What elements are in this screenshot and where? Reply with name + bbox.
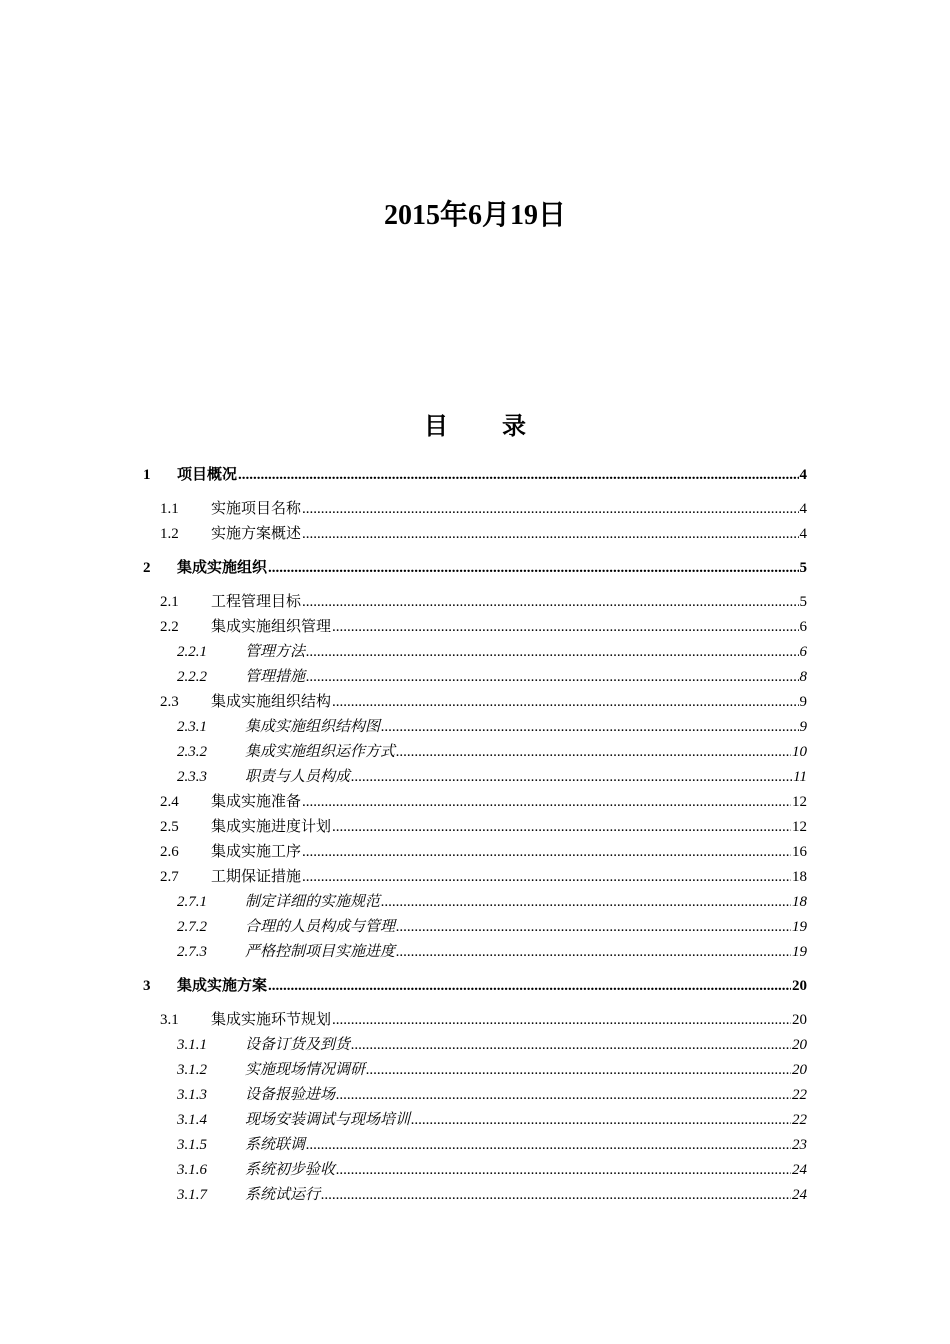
toc-entry-2-6[interactable]: [143, 838, 807, 863]
toc-entry-number: 2.7.2: [177, 919, 207, 935]
toc-entry-number: 1.1: [160, 501, 179, 517]
toc-entry-number: 2: [143, 560, 151, 576]
toc-entry-label: 集成实施环节规划: [211, 1012, 332, 1028]
toc-entry-page-number: 6: [799, 644, 807, 660]
toc-entry-number: 3.1.5: [177, 1137, 207, 1153]
toc-leader-dots: [302, 866, 791, 888]
toc-entry-page-number: 9: [799, 719, 807, 735]
toc-leader-dots: [268, 975, 791, 997]
toc-entry-2-7-3[interactable]: [143, 938, 807, 963]
toc-leader-dots: [381, 891, 791, 913]
toc-entry-label: 现场安装调试与现场培训: [245, 1112, 411, 1128]
toc-entry-2[interactable]: [143, 554, 807, 579]
toc-entry-number: 2.5: [160, 819, 179, 835]
toc-entry-2-5[interactable]: [143, 813, 807, 838]
toc-entry-number: 2.3.3: [177, 769, 207, 785]
toc-entry-page-number: 4: [799, 526, 807, 542]
toc-entry-number: 3.1.6: [177, 1162, 207, 1178]
toc-leader-dots: [366, 1059, 791, 1081]
toc-entry-label: 管理方法: [245, 644, 306, 660]
toc-entry-page-number: 19: [792, 944, 807, 960]
toc-entry-label: 实施方案概述: [211, 526, 302, 542]
toc-entry-label: 集成实施组织: [177, 560, 268, 576]
toc-entry-number: 3.1.2: [177, 1062, 207, 1078]
toc-leader-dots: [351, 1034, 791, 1056]
toc-entry-2-2-2[interactable]: [143, 663, 807, 688]
toc-leader-dots: [302, 791, 791, 813]
toc-leader-dots: [332, 691, 798, 713]
toc-entry-label: 集成实施准备: [211, 794, 302, 810]
toc-entry-2-3[interactable]: [143, 688, 807, 713]
toc-leader-dots: [302, 591, 798, 613]
toc-entry-label: 集成实施方案: [177, 978, 268, 994]
toc-leader-dots: [332, 1009, 791, 1031]
toc-entry-number: 2.6: [160, 844, 179, 860]
toc-title: 目 录: [424, 414, 550, 440]
toc-entry-number: 2.2.1: [177, 644, 207, 660]
toc-entry-page-number: 12: [792, 819, 807, 835]
toc-entry-page-number: 8: [799, 669, 807, 685]
toc-leader-dots: [351, 766, 792, 788]
toc-leader-dots: [306, 1134, 791, 1156]
toc-leader-dots: [321, 1184, 791, 1206]
toc-entry-2-3-1[interactable]: [143, 713, 807, 738]
toc-entry-label: 设备订货及到货: [245, 1037, 351, 1053]
toc-leader-dots: [238, 464, 798, 486]
toc-entry-page-number: 22: [792, 1112, 807, 1128]
toc-entry-label: 职责与人员构成: [245, 769, 351, 785]
toc-entry-2-2-1[interactable]: [143, 638, 807, 663]
toc-entry-page-number: 18: [792, 869, 807, 885]
toc-entry-page-number: 5: [799, 594, 807, 610]
toc-entry-page-number: 5: [799, 560, 807, 576]
toc-entry-label: 集成实施组织结构图: [245, 719, 381, 735]
toc-leader-dots: [336, 1159, 791, 1181]
toc-entry-1[interactable]: [143, 461, 807, 486]
toc-entry-3-1-2[interactable]: [143, 1056, 807, 1081]
toc-leader-dots: [302, 841, 791, 863]
toc-entry-page-number: 11: [793, 769, 807, 785]
toc-entry-number: 2.4: [160, 794, 179, 810]
toc-entry-page-number: 16: [792, 844, 807, 860]
toc-entry-number: 3.1.3: [177, 1087, 207, 1103]
toc-entry-label: 集成实施进度计划: [211, 819, 332, 835]
toc-entry-2-7[interactable]: [143, 863, 807, 888]
toc-entry-number: 2.1: [160, 594, 179, 610]
toc-entry-1-1[interactable]: [143, 495, 807, 520]
table-of-contents: [143, 461, 807, 1206]
toc-entry-number: 3: [143, 978, 151, 994]
toc-entry-page-number: 24: [792, 1162, 807, 1178]
toc-entry-page-number: 4: [799, 467, 807, 483]
toc-entry-page-number: 12: [792, 794, 807, 810]
toc-leader-dots: [306, 641, 798, 663]
toc-entry-number: 1: [143, 467, 151, 483]
toc-entry-number: 3.1.1: [177, 1037, 207, 1053]
toc-entry-label: 合理的人员构成与管理: [245, 919, 396, 935]
toc-entry-2-1[interactable]: [143, 588, 807, 613]
toc-entry-page-number: 9: [799, 694, 807, 710]
toc-entry-page-number: 4: [799, 501, 807, 517]
toc-entry-page-number: 6: [799, 619, 807, 635]
toc-entry-number: 2.3.2: [177, 744, 207, 760]
toc-entry-page-number: 24: [792, 1187, 807, 1203]
toc-leader-dots: [381, 716, 798, 738]
toc-entry-page-number: 20: [792, 1037, 807, 1053]
toc-entry-2-2[interactable]: [143, 613, 807, 638]
toc-entry-page-number: 22: [792, 1087, 807, 1103]
toc-leader-dots: [306, 666, 798, 688]
toc-entry-label: 系统试运行: [245, 1187, 321, 1203]
toc-entry-label: 工程管理目标: [211, 594, 302, 610]
toc-entry-2-7-1[interactable]: [143, 888, 807, 913]
toc-entry-2-3-3[interactable]: [143, 763, 807, 788]
toc-leader-dots: [302, 498, 798, 520]
toc-entry-number: 2.7.1: [177, 894, 207, 910]
toc-entry-number: 3.1.4: [177, 1112, 207, 1128]
toc-entry-label: 集成实施工序: [211, 844, 302, 860]
toc-entry-label: 实施项目名称: [211, 501, 302, 517]
toc-entry-page-number: 20: [792, 1012, 807, 1028]
toc-leader-dots: [396, 941, 791, 963]
toc-entry-number: 3.1.7: [177, 1187, 207, 1203]
toc-entry-page-number: 10: [792, 744, 807, 760]
toc-entry-page-number: 20: [792, 978, 807, 994]
toc-entry-number: 3.1: [160, 1012, 179, 1028]
toc-entry-label: 设备报验进场: [245, 1087, 336, 1103]
toc-entry-3-1-4[interactable]: [143, 1106, 807, 1131]
toc-entry-page-number: 19: [792, 919, 807, 935]
toc-entry-3-1-1[interactable]: [143, 1031, 807, 1056]
document-date: 2015年6月19日: [383, 200, 566, 231]
toc-entry-3-1[interactable]: [143, 1006, 807, 1031]
toc-leader-dots: [396, 916, 791, 938]
toc-entry-page-number: 18: [792, 894, 807, 910]
toc-entry-3-1-6[interactable]: [143, 1156, 807, 1181]
toc-entry-number: 2.3: [160, 694, 179, 710]
toc-entry-page-number: 20: [792, 1062, 807, 1078]
toc-entry-1-2[interactable]: [143, 520, 807, 545]
toc-entry-number: 2.7.3: [177, 944, 207, 960]
toc-entry-number: 2.2: [160, 619, 179, 635]
toc-entry-label: 管理措施: [245, 669, 306, 685]
toc-leader-dots: [268, 557, 798, 579]
toc-entry-number: 2.7: [160, 869, 179, 885]
toc-entry-label: 系统初步验收: [245, 1162, 336, 1178]
toc-leader-dots: [336, 1084, 791, 1106]
toc-leader-dots: [332, 816, 791, 838]
toc-entry-label: 集成实施组织管理: [211, 619, 332, 635]
toc-entry-number: 2.3.1: [177, 719, 207, 735]
toc-entry-3-1-3[interactable]: [143, 1081, 807, 1106]
toc-entry-label: 系统联调: [245, 1137, 306, 1153]
toc-entry-page-number: 23: [792, 1137, 807, 1153]
toc-entry-label: 实施现场情况调研: [245, 1062, 366, 1078]
toc-entry-label: 集成实施组织结构: [211, 694, 332, 710]
toc-entry-label: 集成实施组织运作方式: [245, 744, 396, 760]
toc-entry-number: 2.2.2: [177, 669, 207, 685]
toc-entry-number: 1.2: [160, 526, 179, 542]
toc-leader-dots: [411, 1109, 791, 1131]
toc-leader-dots: [332, 616, 798, 638]
toc-entry-label: 制定详细的实施规范: [245, 894, 381, 910]
toc-entry-3-1-7[interactable]: [143, 1181, 807, 1206]
toc-leader-dots: [396, 741, 791, 763]
toc-entry-2-7-2[interactable]: [143, 913, 807, 938]
toc-entry-label: 工期保证措施: [211, 869, 302, 885]
toc-entry-2-4[interactable]: [143, 788, 807, 813]
toc-entry-label: 严格控制项目实施进度: [245, 944, 396, 960]
toc-entry-3[interactable]: [143, 972, 807, 997]
toc-entry-3-1-5[interactable]: [143, 1131, 807, 1156]
toc-entry-2-3-2[interactable]: [143, 738, 807, 763]
toc-leader-dots: [302, 523, 798, 545]
toc-entry-label: 项目概况: [177, 467, 238, 483]
